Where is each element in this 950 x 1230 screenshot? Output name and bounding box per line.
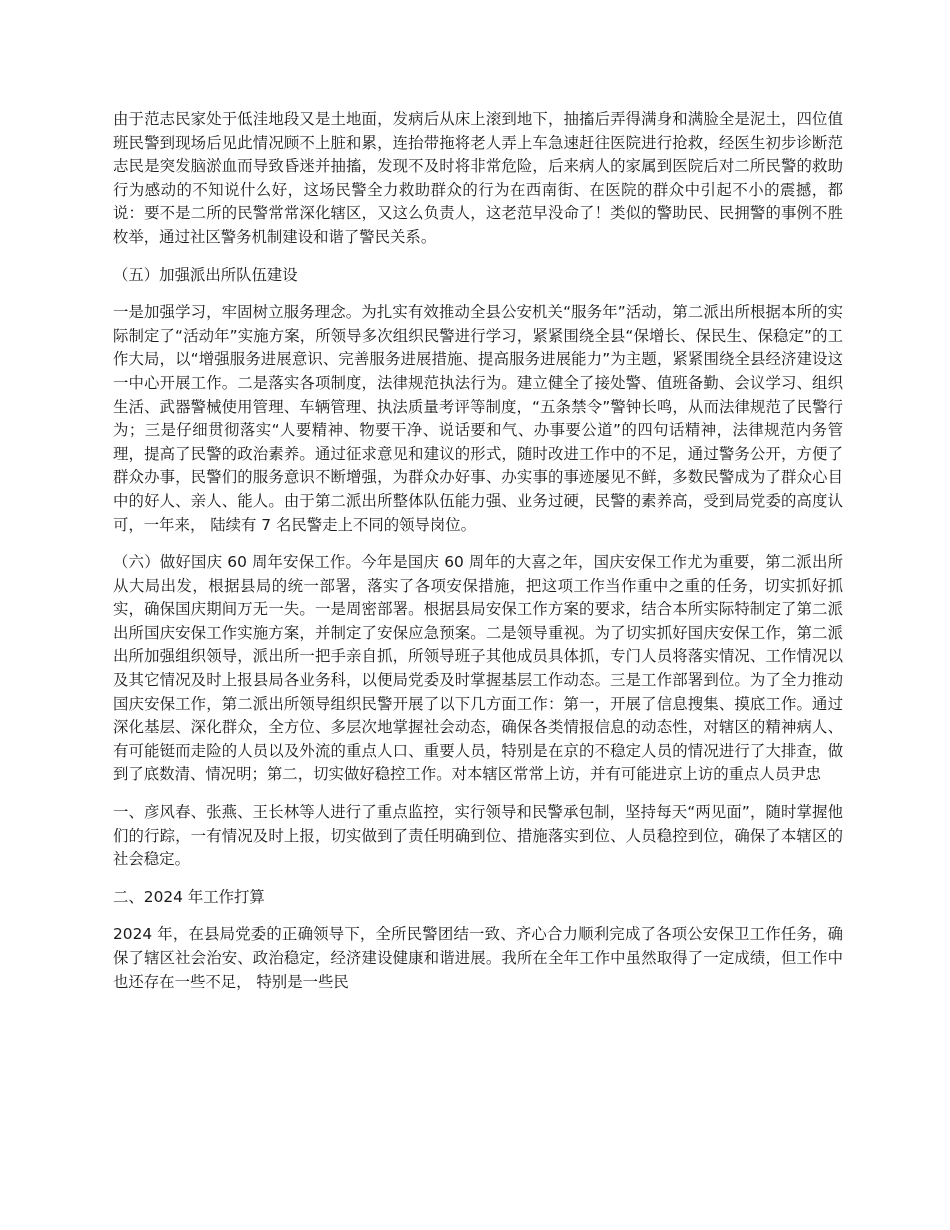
paragraph-rescue-story: 由于范志民家处于低洼地段又是土地面，发病后从床上滚到地下，抽搐后弄得满身和满脸全是泥土，四位值班民警到现场后见此情况顾不上脏和累，连抬带拖将老人弄上车急速赶往医院进行抢救，经医生初步诊断范志民是突发脑淤血而导致昏迷并抽搐，发现不及时将非常危险，后来病人的家属到医院后对二所民警的救助行为感动的不知说什么好，这场民警全力救助群众的行为在西南街、在医院的群众中引起不小的震撼，都说：要不是二所的民警常常深化辖区，又这么负责人，这老范早没命了！类似的警助民、民拥警的事例不胜枚举，通过社区警务机制建设和谐了警民关系。 xyxy=(113,110,843,246)
section-heading-team-building: （五）加强派出所队伍建设 xyxy=(113,265,298,284)
section-heading-2024-plan: 二、2024 年工作打算 xyxy=(113,887,265,906)
paragraph-team-building: 一是加强学习，牢固树立服务理念。为扎实有效推动全县公安机关“服务年”活动，第二派出所根据本所的实际制定了“活动年”实施方案，所领导多次组织民警进行学习，紧紧围绕全县“保增长、保民生、保稳定”的工作大局，以“增强服务进展意识、完善服务进展措施、提高服务进展能力”为主题，紧紧围绕全县经济建设这一中心开展工作。二是落实各项制度，法律规范执法行为。建立健全了接处警、值班备勤、会议学习、组织生活、武器警械使用管理、车辆管理、执法质量考评等制度，“五条禁令”警钟长鸣，从而法律规范了民警行为；三是仔细贯彻落实“人要精神、物要干净、说话要和气、办事要公道”的四句话精神，法律规范内务管理，提高了民警的政治素养。通过征求意见和建议的形式，随时改进工作中的不足，通过警务公开，方便了群众办事，民警们的服务意识不断增强，为群众办好事、办实事的事迹屡见不鲜，多数民警成为了群众心目中的好人、亲人、能人。由于第二派出所整体队伍能力强、业务过硬，民警的素养高，受到局党委的高度认可，一年来， 陆续有 7 名民警走上不同的领导岗位。 xyxy=(113,303,843,534)
paragraph-2024-plan: 2024 年，在县局党委的正确领导下，全所民警团结一致、齐心合力顺利完成了各项公安保卫工作任务，确保了辖区社会治安、政治稳定，经济建设健康和谐进展。我所在全年工作中虽然取得了一定成绩，但工作中也还存在一些不足， 特别是一些民 xyxy=(113,925,843,991)
paragraph-national-day-security: （六）做好国庆 60 周年安保工作。今年是国庆 60 周年的大喜之年，国庆安保工作尤为重要，第二派出所从大局出发，根据县局的统一部署，落实了各项安保措施，把这项工作当作重中之重的任务，切实抓好抓实，确保国庆期间万无一失。一是周密部署。根据县局安保工作方案的要求，结合本所实际特制定了第二派出所国庆安保工作实施方案，并制定了安保应急预案。二是领导重视。为了切实抓好国庆安保工作，第二派出所加强组织领导，派出所一把手亲自抓，所领导班子其他成员具体抓，专门人员将落实情况、工作情况以及其它情况及时上报县局各业务科，以便局党委及时掌握基层工作动态。三是工作部署到位。为了全力推动国庆安保工作，第二派出所领导组织民警开展了以下几方面工作：第一，开展了信息搜集、摸底工作。通过深化基层、深化群众，全方位、多层次地掌握社会动态，确保各类情报信息的动态性，对辖区的精神病人、有可能铤而走险的人员以及外流的重点人口、重要人员，特别是在京的不稳定人员的情况进行了大排查，做到了底数清、情况明；第二，切实做好稳控工作。对本辖区常常上访，并有可能进京上访的重点人员尹忠 xyxy=(113,553,843,784)
paragraph-key-personnel-monitoring: 一、彦风春、张燕、王长林等人进行了重点监控，实行领导和民警承包制，坚持每天“两见面”，随时掌握他们的行踪，一有情况及时上报，切实做到了责任明确到位、措施落实到位、人员稳控到位，确保了本辖区的社会稳定。 xyxy=(113,803,843,869)
document-page xyxy=(113,108,843,1008)
